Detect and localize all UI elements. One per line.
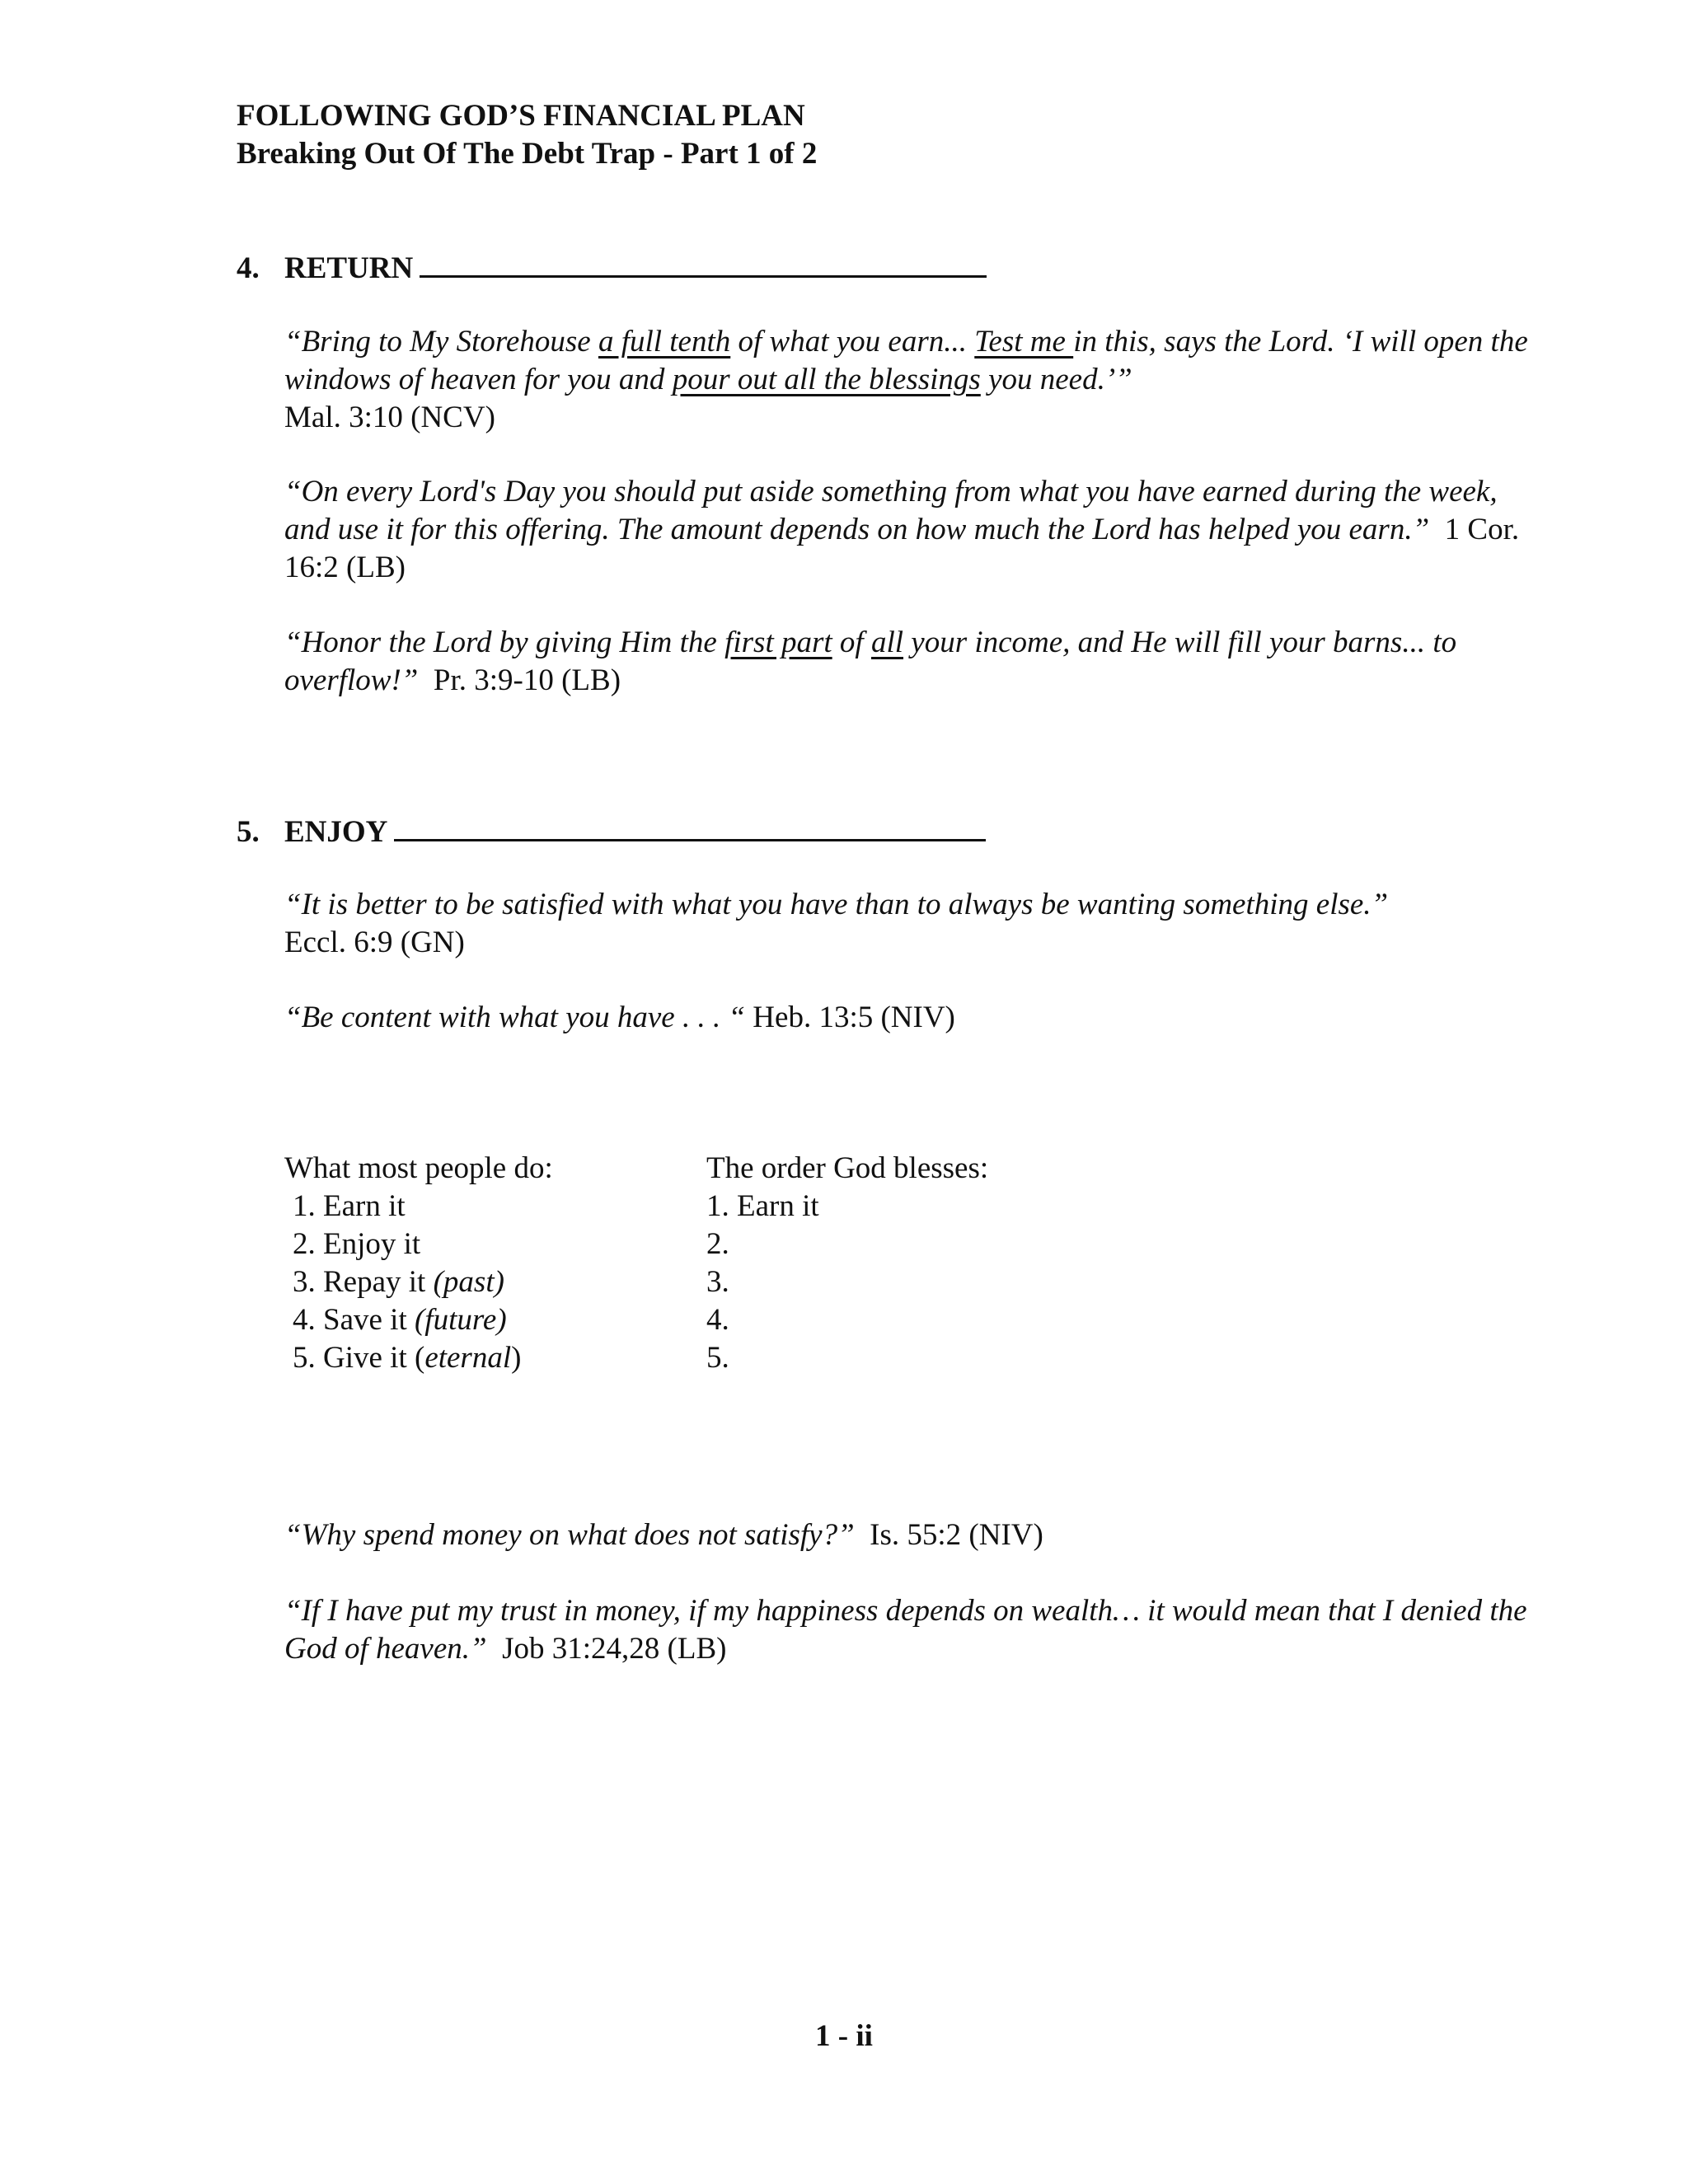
list-item: 5. Give it (eternal) (293, 1341, 522, 1375)
scripture-reference: 1 Cor. 16:2 (LB) (284, 513, 1520, 584)
list-item: 1. Earn it (706, 1189, 819, 1223)
section-5-label: ENJOY (284, 815, 388, 849)
document-subtitle: Breaking Out Of The Debt Trap - Part 1 of 2 (237, 137, 818, 171)
quote-text: “On every Lord's Day you should put aside something from what you have earned during the week, and use it for this offering. The amount depends on how much the Lord has helped you earn.” (284, 475, 1498, 546)
underlined-phrase: all (870, 626, 904, 659)
section-4-number: 4. (237, 251, 260, 285)
quote-text: “It is better to be satisfied with what you have than to always be wanting something else.” (284, 888, 1389, 921)
list-item: 4. (706, 1303, 729, 1337)
underlined-phrase: pour out all the blessings (672, 363, 981, 396)
scripture-reference: Job 31:24,28 (LB) (502, 1632, 727, 1666)
page-number: 1 - ii (815, 2019, 873, 2053)
underlined-phrase: a full tenth (598, 325, 731, 359)
section-4-blank-line (420, 247, 987, 278)
scripture-reference: Eccl. 6:9 (GN) (284, 926, 465, 959)
list-item: 2. (706, 1227, 729, 1261)
quote-text: your income, and He will fill your barns... to overflow!” (284, 626, 1457, 697)
scripture-reference: Is. 55:2 (NIV) (870, 1518, 1043, 1552)
section-5-blank-line (394, 811, 986, 841)
document-header (237, 97, 817, 173)
quote-text: “If I have put my trust in money, if my happiness depends on wealth… it would mean that I denied the God of heaven.” (284, 1594, 1527, 1666)
quote-text: “Bring to My Storehouse (284, 325, 598, 359)
quote-text: you need.’” (980, 363, 1132, 396)
list-item: 3. (706, 1265, 729, 1299)
quote-heb-13-5 (284, 999, 1537, 1037)
section-4-label: RETURN (284, 251, 414, 285)
list-item: 2. Enjoy it (293, 1227, 421, 1261)
quote-job-31-24-28 (284, 1592, 1537, 1668)
quote-1-cor-16-2 (284, 473, 1537, 587)
quote-text: “Honor the Lord by giving Him the (284, 626, 725, 659)
document-title: FOLLOWING GOD’S FINANCIAL PLAN (237, 99, 805, 133)
list-item: 1. Earn it (293, 1189, 406, 1223)
most-people-list (284, 1150, 553, 1377)
scripture-reference: Heb. 13:5 (NIV) (753, 1001, 955, 1034)
section-4-heading (237, 247, 987, 288)
scripture-reference: Pr. 3:9-10 (LB) (433, 663, 621, 697)
list-heading: The order God blesses: (706, 1151, 989, 1185)
god-blesses-list (706, 1150, 988, 1377)
list-heading: What most people do: (284, 1151, 553, 1185)
list-item: 3. Repay it (past) (293, 1265, 504, 1299)
quote-text: of (832, 626, 871, 659)
scripture-reference: Mal. 3:10 (NCV) (284, 401, 495, 434)
underlined-phrase: first part (724, 626, 832, 659)
quote-eccl-6-9 (284, 886, 1537, 962)
section-5-heading (237, 811, 986, 851)
quote-text: of what you earn... (730, 325, 975, 359)
section-5-number: 5. (237, 815, 260, 849)
quote-mal-3-10 (284, 323, 1537, 437)
quote-is-55-2 (284, 1516, 1537, 1554)
quote-pr-3-9-10 (284, 624, 1537, 700)
list-item: 4. Save it (future) (293, 1303, 507, 1337)
quote-text: “Be content with what you have . . . “ (284, 1001, 746, 1034)
underlined-phrase: Test me (974, 325, 1074, 359)
quote-text: in this, says the Lord. ‘I will open the windows of heaven for you and (284, 325, 1528, 396)
list-item: 5. (706, 1341, 729, 1375)
quote-text: “Why spend money on what does not satisfy?” (284, 1518, 855, 1552)
